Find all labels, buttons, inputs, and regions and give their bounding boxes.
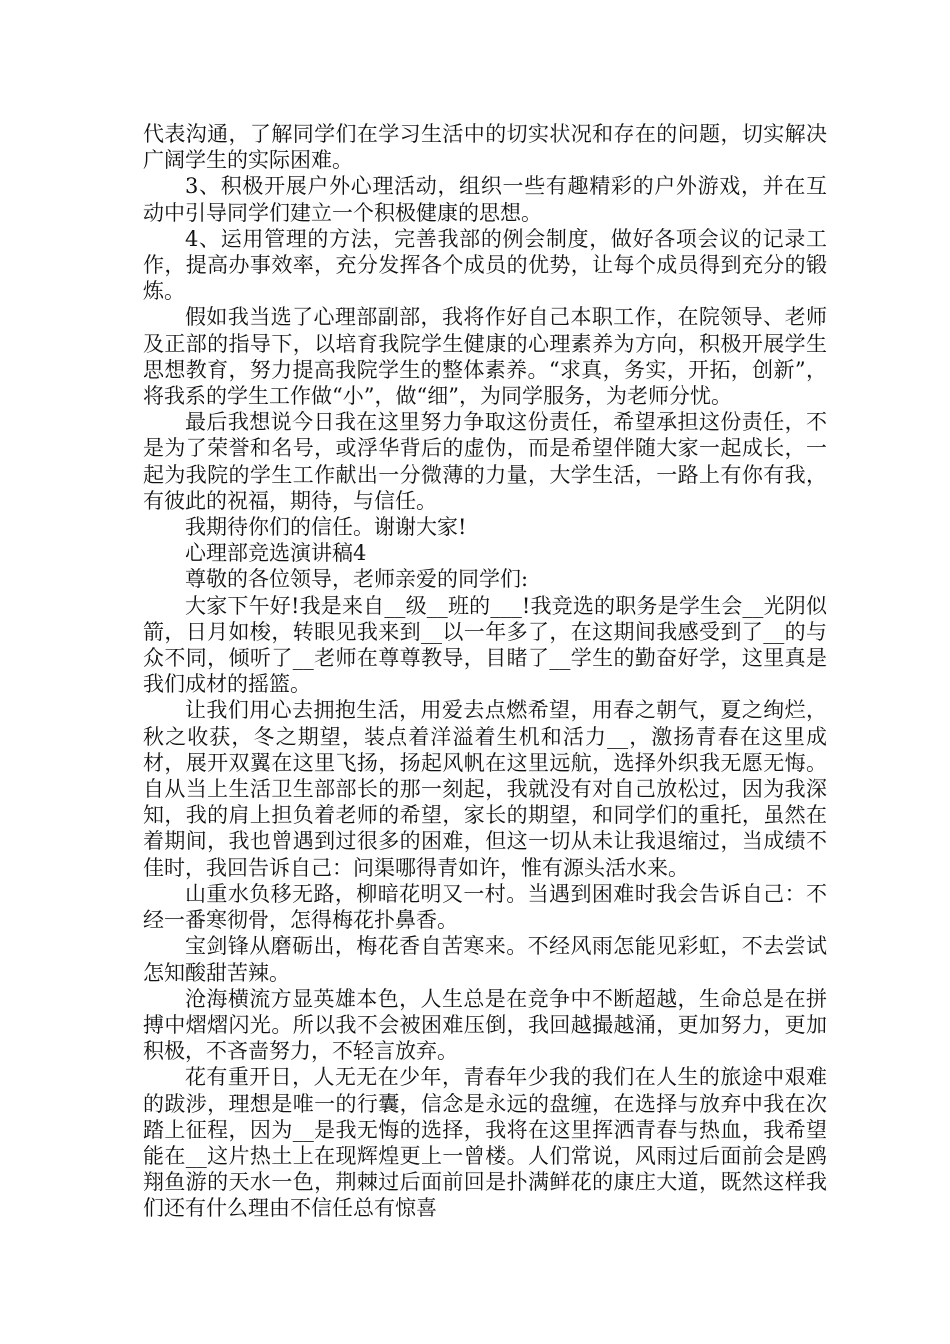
paragraph-closing: 最后我想说今日我在这里努力争取这份责任，希望承担这份责任，不是为了荣誉和名号，或浮华背后的虚伪，而是希望伴随大家一起成长，一起为我院的学生工作献出一分微薄的力量，大学生活，一路上有你有我，有彼此的祝福，期待，与信任。	[143, 410, 827, 513]
paragraph-greeting: 大家下午好!我是来自__级__班的___!我竞选的职务是学生会__光阴似箭，日月如梭，转眼见我来到__以一年多了，在这期间我感受到了__的与众不同，倾听了__老师在尊尊教导，目睹了__学生的勤奋好学，这里真是我们成材的摇篮。	[143, 593, 827, 697]
paragraph-sword: 宝剑锋从磨砺出，梅花香自苦寒来。不经风雨怎能见彩虹，不去尝试怎知酸甜苦辣。	[143, 934, 827, 985]
paragraph-salutation: 尊敬的各位领导，老师亲爱的同学们:	[185, 567, 529, 592]
paragraph-embrace-life: 让我们用心去拥抱生活，用爱去点燃希望，用春之朝气，夏之绚烂，秋之收获，冬之期望，装点着洋溢着生机和活力__，激扬青春在这里成材，展开双翼在这里飞扬，扬起风帆在这里远航，选择外织我无愿无悔。自从当上生活卫生部部长的那一刻起，我就没有对自己放松过，因为我深知，我的肩上担负着老师的希望，家长的期望，和同学们的重托，虽然在着期间，我也曾遇到过很多的困难，但这一切从未让我退缩过，当成绩不佳时，我回告诉自己：问渠哪得青如许，惟有源头活水来。	[143, 698, 827, 880]
section-heading: 心理部竞选演讲稿4	[185, 541, 367, 566]
paragraph-item-3: 3、积极开展户外心理活动，组织一些有趣精彩的户外游戏，并在互动中引导同学们建立一个积极健康的思想。	[143, 174, 827, 225]
paragraph-candidacy: 假如我当选了心理部副部，我将作好自己本职工作，在院领导、老师及正部的指导下，以培育我院学生健康的心理素养为方向，积极开展学生思想教育，努力提高我院学生的整体素养。“求真，务实，开拓，创新”，将我系的学生工作做“小”，做“细”，为同学服务，为老师分忧。	[143, 305, 827, 409]
paragraph-item-4: 4、运用管理的方法，完善我部的例会制度，做好各项会议的记录工作，提高办事效率，充分发挥各个成员的优势，让每个成员得到充分的锻炼。	[143, 226, 827, 304]
document-page	[143, 121, 827, 1222]
paragraph-mountains: 山重水负移无路，柳暗花明又一村。当遇到困难时我会告诉自己：不经一番寒彻骨，怎得梅花扑鼻香。	[143, 881, 827, 933]
paragraph-flowers: 花有重开日，人无无在少年，青春年少我的我们在人生的旅途中艰难的跋涉，理想是唯一的行囊，信念是永远的盘缠，在选择与放弃中我在次踏上征程，因为__是我无悔的选择，我将在这里挥洒青春与热血，我希望能在__这片热土上在现辉煌更上一曾楼。人们常说，风雨过后面前会是鸥翔鱼游的天水一色，荆棘过后面前回是扑满鲜花的康庄大道，既然这样我们还有什么理由不信任总有惊喜	[143, 1065, 827, 1221]
paragraph-thanks: 我期待你们的信任。谢谢大家!	[185, 515, 467, 540]
paragraph-ocean: 沧海横流方显英雄本色，人生总是在竞争中不断超越，生命总是在拼搏中熠熠闪光。所以我不会被困难压倒，我回越撮越涌，更加努力，更加积极，不吝啬努力，不轻言放弃。	[143, 986, 827, 1064]
paragraph-continuation: 代表沟通，了解同学们在学习生活中的切实状况和存在的问题，切实解决广阔学生的实际困难。	[143, 122, 827, 173]
